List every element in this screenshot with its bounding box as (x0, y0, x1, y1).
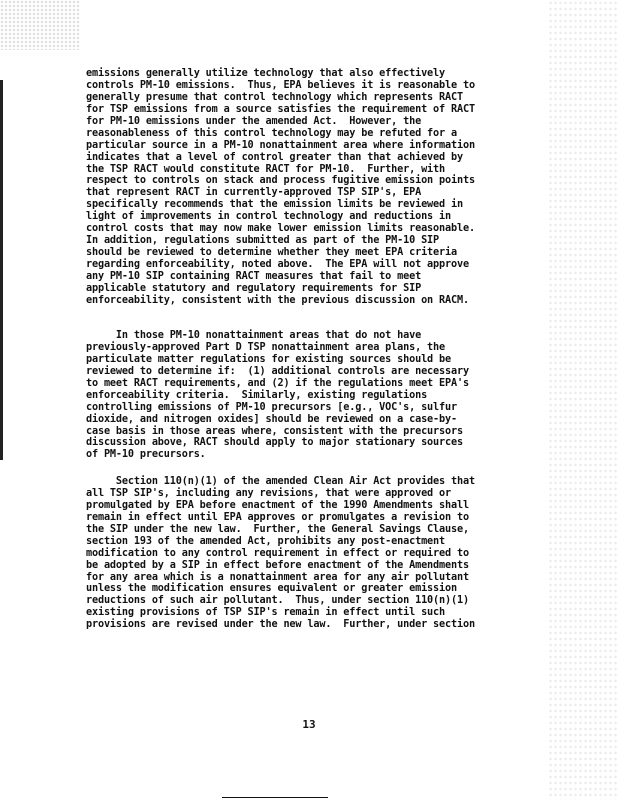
text-line: remain in effect until EPA approves or promulgates a revision to (86, 511, 469, 523)
text-line: for any area which is a nonattainment area for any air pollutant (86, 571, 469, 583)
text-line: controls PM-10 emissions. Thus, EPA believes it is reasonable to (86, 79, 475, 91)
text-line: existing provisions of TSP SIP's remain in effect until such (86, 607, 446, 619)
text-line: all TSP SIP's, including any revisions, that were approved or (86, 487, 451, 499)
text-line: particulate matter regulations for existing sources should be (86, 353, 451, 365)
text-line: be adopted by a SIP in effect before enactment of the Amendments (86, 559, 469, 571)
scan-noise (0, 0, 80, 50)
text-line: respect to controls on stack and process fugitive emission points (86, 175, 475, 187)
text-line: emissions generally utilize technology that also effectively (86, 68, 446, 79)
text-line: enforceability criteria. Similarly, existing regulations (86, 389, 428, 401)
text-line: In those PM-10 nonattainment areas that do not have (86, 330, 422, 341)
text-line: the SIP under the new law. Further, the General Savings Clause, (86, 523, 469, 535)
text-line: specifically recommends that the emission limits be reviewed in (86, 199, 463, 211)
paragraph-2 (86, 330, 564, 461)
text-line: any PM-10 SIP containing RACT measures that fail to meet (86, 270, 422, 282)
paragraph-3 (86, 476, 564, 631)
text-line: promulgated by EPA before enactment of the 1990 Amendments shall (86, 499, 469, 511)
bottom-rule (222, 797, 328, 798)
text-line: section 193 of the amended Act, prohibits any post-enactment (86, 535, 446, 547)
text-line: In addition, regulations submitted as part of the PM-10 SIP (86, 235, 440, 247)
text-line: control costs that may now make lower emission limits reasonable. (86, 223, 475, 235)
text-line: for TSP emissions from a source satisfies the requirement of RACT (86, 103, 475, 115)
text-line: discussion above, RACT should apply to major stationary sources (86, 437, 463, 449)
text-line: reviewed to determine if: (1) additional controls are necessary (86, 365, 469, 377)
text-line: indicates that a level of control greater than that achieved by (86, 151, 463, 163)
text-line: for PM-10 emissions under the amended Act. However, the (86, 115, 422, 127)
text-line: light of improvements in control technology and reductions in (86, 211, 451, 223)
text-line: regarding enforceability, noted above. The EPA will not approve (86, 259, 469, 270)
text-line: applicable statutory and regulatory requirements for SIP (86, 282, 422, 294)
text-line: reductions of such air pollutant. Thus, under section 110(n)(1) (86, 595, 469, 607)
text-line: Section 110(n)(1) of the amended Clean Air Act provides that (86, 476, 475, 487)
text-line: previously-approved Part D TSP nonattainment area plans, the (86, 341, 446, 353)
text-line: should be reviewed to determine whether they meet EPA criteria (86, 247, 457, 259)
text-line: particular source in a PM-10 nonattainment area where information (86, 139, 475, 151)
text-line: provisions are revised under the new law. Further, under section (86, 619, 475, 631)
text-line: unless the modification ensures equivalent or greater emission (86, 583, 457, 595)
text-line: generally presume that control technology which represents RACT (86, 91, 463, 103)
text-line: modification to any control requirement in effect or required to (86, 547, 469, 559)
text-line: dioxide, and nitrogen oxides] should be reviewed on a case-by- (86, 413, 457, 425)
text-line: that represent RACT in currently-approved TSP SIP's, EPA (86, 187, 422, 199)
text-line: controlling emissions of PM-10 precursors [e.g., VOC's, sulfur (86, 401, 457, 413)
page-number: 13 (302, 718, 316, 731)
left-margin-rule (0, 80, 3, 460)
text-line: enforceability, consistent with the previous discussion on RACM. (86, 294, 469, 306)
text-line: to meet RACT requirements, and (2) if the regulations meet EPA's (86, 377, 469, 389)
text-line: case basis in those areas where, consistent with the precursors (86, 425, 463, 437)
paragraph-1 (86, 68, 564, 307)
text-line: the TSP RACT would constitute RACT for PM-10. Further, with (86, 163, 446, 175)
text-line: reasonableness of this control technology may be refuted for a (86, 127, 457, 139)
text-line: of PM-10 precursors. (86, 449, 206, 461)
